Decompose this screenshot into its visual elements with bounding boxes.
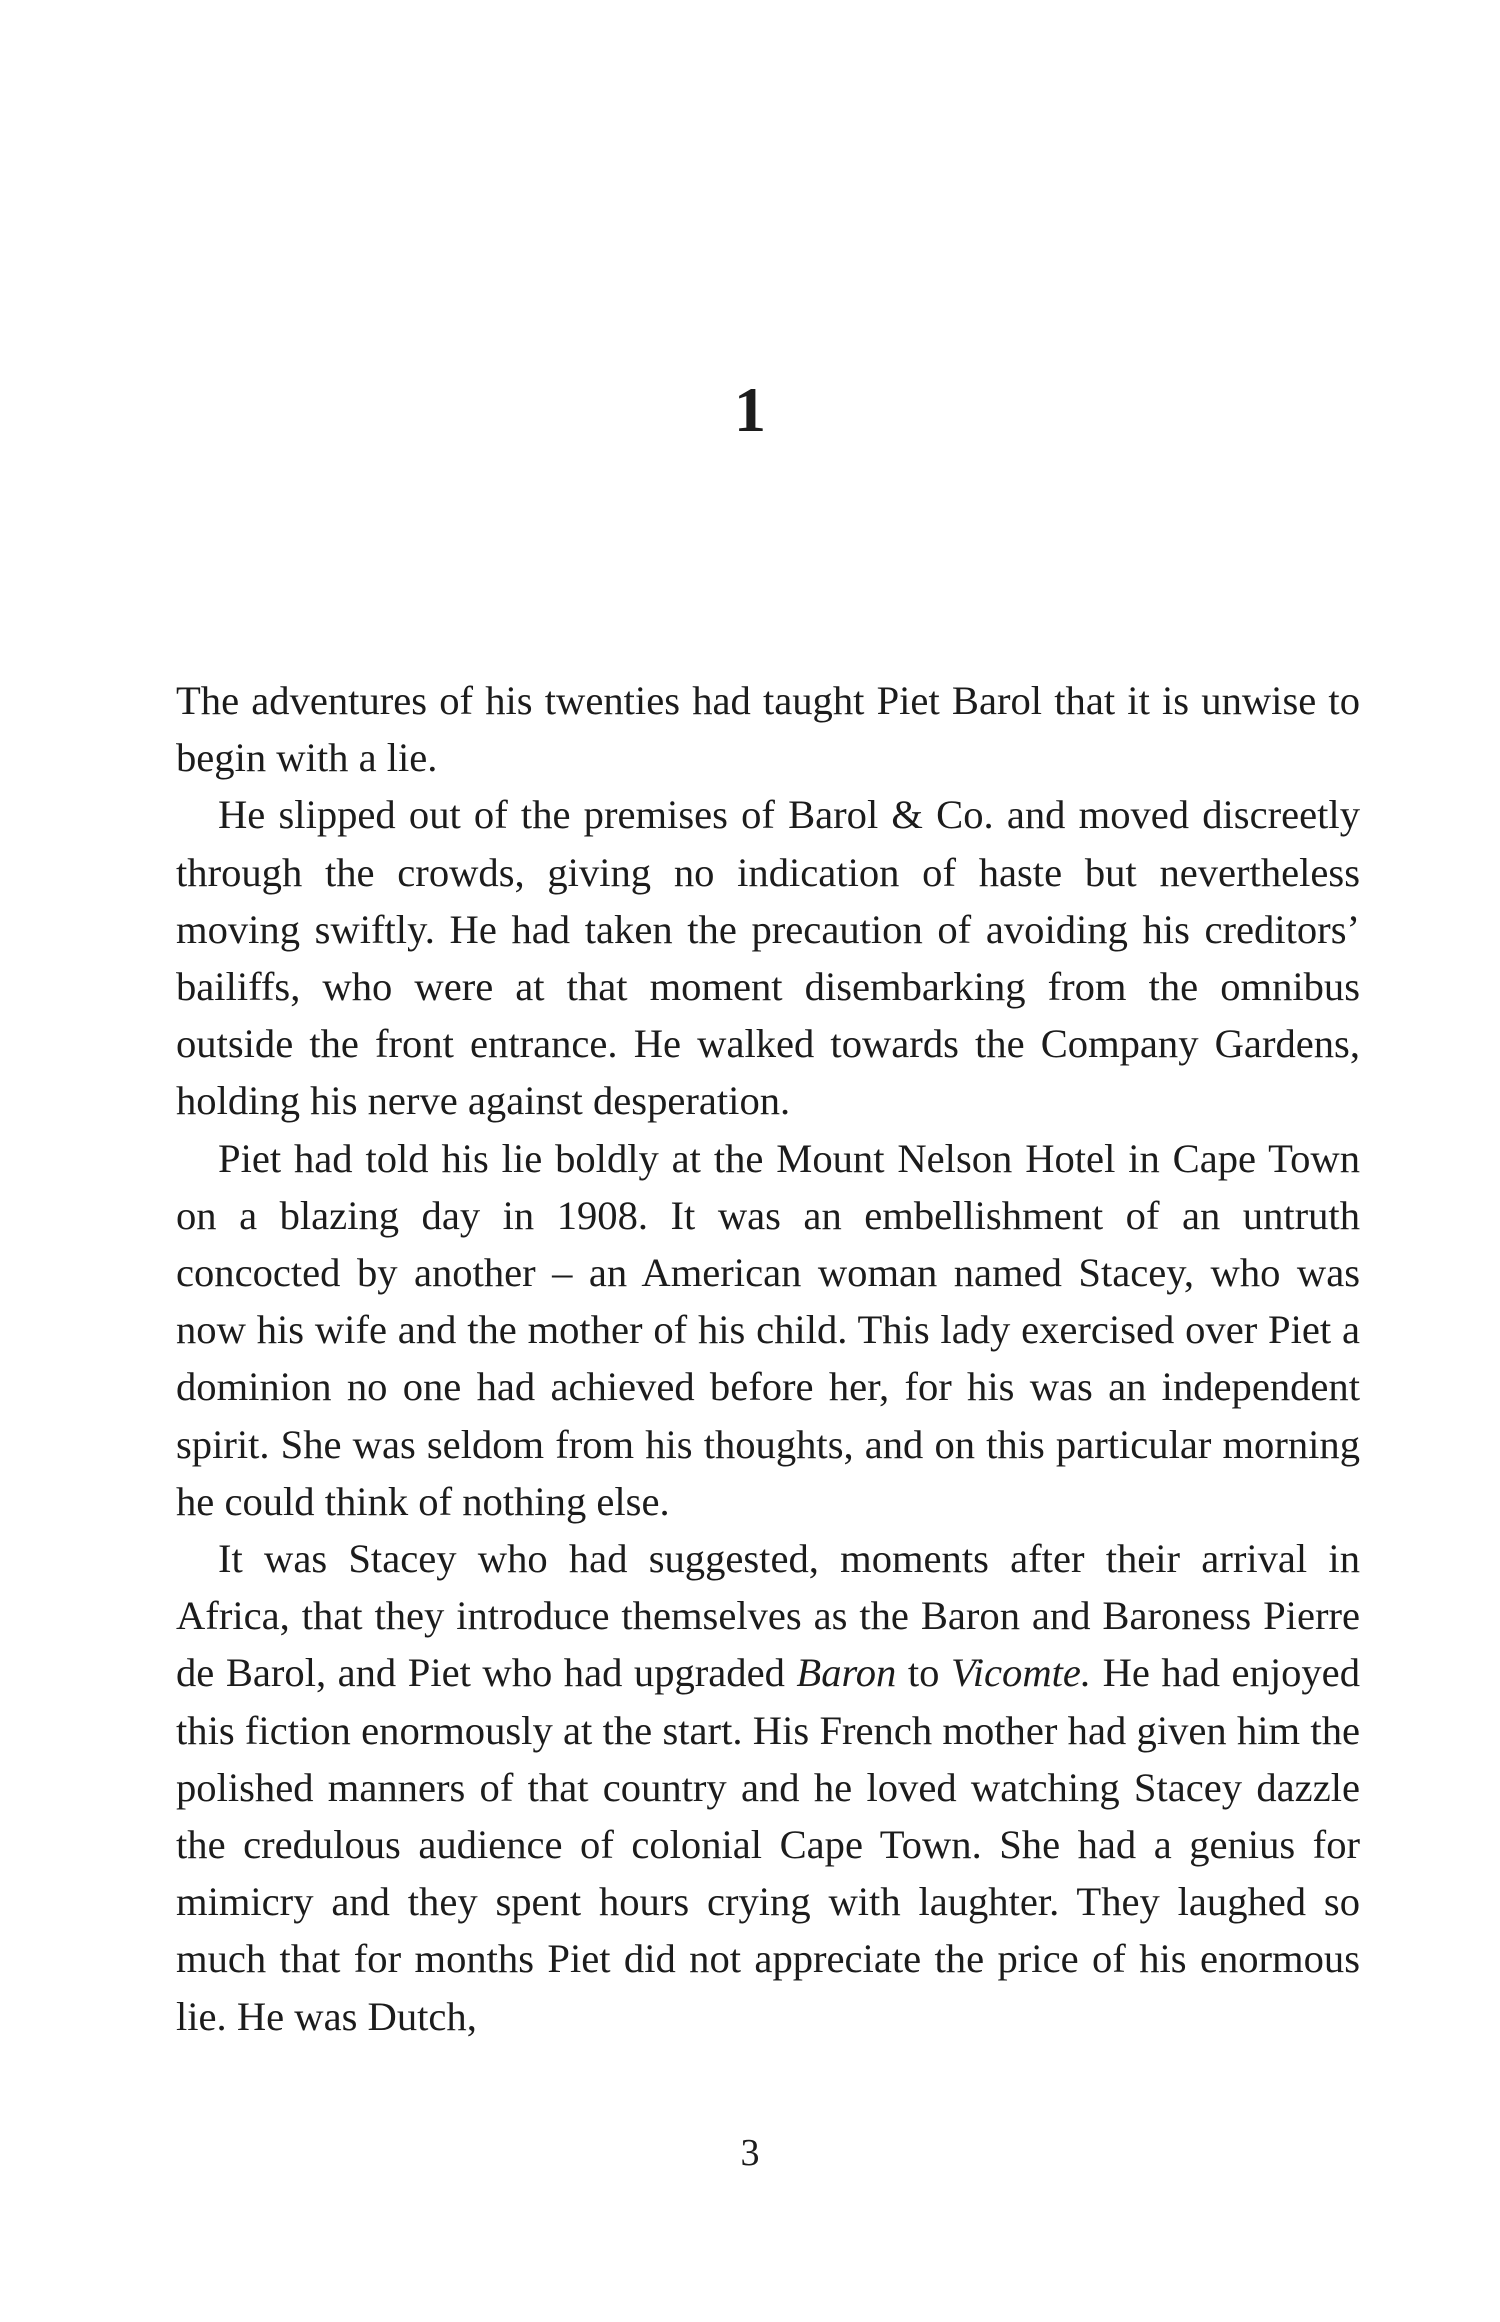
- paragraph-3: Piet had told his lie boldly at the Mount Nelson Hotel in Cape Town on a blazing day in 1908. It was an embellishment of an untruth concocted by another – an American woman named Stacey, who was now his wife and the mother of his child. This lady exercised over Piet a dominion no one had achieved before her, for his was an independent spirit. She was seldom from his thoughts, and on this particular morning he could think of nothing else.: [176, 1135, 1360, 1524]
- paragraph-2: He slipped out of the premises of Barol & Co. and moved discreetly through the crowds, giving no indication of haste but nevertheless moving swiftly. He had taken the precaution of avoiding his creditors’ bailiffs, who were at that moment disembarking from the omnibus outside the front entrance. He walked towards the Company Gardens, holding his nerve against desperation.: [176, 792, 1360, 1124]
- paragraph-4-emphasis-vicomte: Vicomte.: [950, 1650, 1092, 1696]
- paragraph-4-emphasis-baron: Baron: [796, 1650, 897, 1696]
- paragraph-4-text-a: It was Stacey who had suggested, moments after their arrival in Africa, that they introduce themselves as the Baron and Baroness Pierre de Barol, and Piet who had upgraded: [176, 1536, 1360, 1696]
- chapter-number: 1: [734, 374, 766, 445]
- paragraph-4-text-c: He had enjoyed this fiction enormously at the start. His French mother had given him the polished manners of that country and he loved watching Stacey dazzle the credulous audience of colonial Cape Town. She had a genius for mimicry and they spent hours crying with laughter. They laughed so much that for months Piet did not appreciate the price of his enormous lie. He was Dutch,: [176, 1650, 1360, 2039]
- page-number: 3: [740, 2132, 760, 2174]
- body-text: [176, 672, 1360, 2045]
- paragraph-4-text-b: to: [896, 1650, 951, 1696]
- paragraph-1: The adventures of his twenties had taught Piet Barol that it is unwise to begin with a lie.: [176, 678, 1360, 781]
- paragraph-4: [176, 1530, 1360, 2045]
